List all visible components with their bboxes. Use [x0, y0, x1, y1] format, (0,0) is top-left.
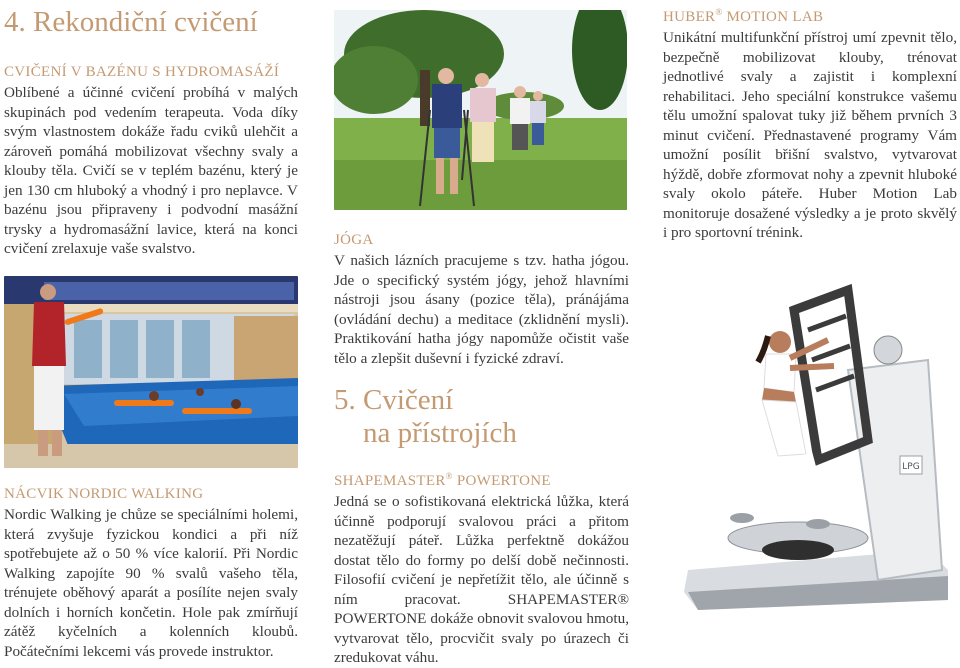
huber-heading: [663, 7, 957, 26]
shapemaster-registered-mark: ®: [445, 471, 453, 481]
nordic-walking-photo: [334, 10, 627, 210]
yoga-text: V našich lázních pracujeme s tzv. hatha jógou. Jde o specifický systém jógy, jehož hlavními nástroji jsou ásany (pozice těla), pránájáma (ovládání dechu) a meditace (zklidnění mysli). Praktikování hatha jógy napomůže očistit vaše tělo a zlepšit duševní i fyzické zdraví.: [334, 252, 629, 367]
section-4-title: 4. Rekondiční cvičení: [4, 6, 258, 38]
huber-article: [663, 7, 957, 243]
huber-heading-name: HUBER: [663, 9, 716, 25]
pool-article: [4, 64, 298, 259]
yoga-article: [334, 232, 629, 368]
machine-logo: LPG: [902, 462, 920, 472]
section-5-title: [334, 384, 629, 451]
nordic-heading: NÁCVIK NORDIC WALKING: [4, 486, 204, 502]
yoga-heading: JÓGA: [334, 232, 374, 248]
shapemaster-article: [334, 471, 629, 668]
pool-photo: [4, 276, 298, 468]
huber-heading-suffix: MOTION LAB: [722, 9, 824, 25]
huber-text: Unikátní multifunkční přístroj umí zpevnit tělo, bezpečně mobilizovat klouby, trénovat jednotlivé svaly a zajistit i komplexní rehabilitaci. Jeho speciální konstrukce vašemu tělu umožní spalovat tuky již během prvních 3 minut cvičení. Přednastavené programy Vám umožní posílit břišní svalstvo, vytvarovat hýždě, dobře zformovat nohy a zpevnit hluboké svaly okolo páteře. Huber Motion Lab monitoruje dosažené výsledky a je proto skvělý i pro sportovní trénink.: [663, 29, 957, 241]
shapemaster-heading: [334, 471, 629, 490]
huber-machine-photo: [678, 270, 958, 660]
shapemaster-heading-suffix: POWERTONE: [452, 473, 551, 489]
pool-text: Oblíbené a účinné cvičení probíhá v malých skupinách pod vedením terapeuta. Voda díky svým vlastnostem dokáže řadu cviků ulehčit a zároveň pomáhá mobilizovat všechny svaly a klouby těla. Cvičí se v teplém bazénu, který je jen 130 cm hluboký a vhodný i pro neplavce. V bazénu jsou připraveny i podvodní masážní trysky a hydromasážní lavice, která na konci cvičení zrelaxuje vaše svalstvo.: [4, 84, 298, 257]
nordic-text: Nordic Walking je chůze se speciálními holemi, která zvyšuje fyzickou kondici a při níž spotřebujete až o 50 % více kalorií. Při Nordic Walking zapojíte 90 % svalů vašeho těla, trénujete oběhový aparát a posílíte nejen svaly dolních i horních končetin. Hole pak zmírňují zátěž kyčelních a kolenních kloubů. Počátečními lekcemi vás provede instruktor.: [4, 506, 298, 660]
huber-registered-mark: ®: [715, 7, 723, 17]
shapemaster-text: Jedná se o sofistikovaná elektrická lůžka, která účinně podporují svalovou práci a přitom nezatěžují páteř. Lůžka perfektně dokážou dostat tělo do formy po delší době nečinnosti. Filosofií cvičení je nepřetížit tělo, ale účinně s ním pracovat. SHAPEMASTER® POWERTONE dokáže obnovit svalovou hmotu, vytvarovat tělo, procvičit svaly po úrazech či zredukovat váhu.: [334, 493, 629, 666]
shapemaster-heading-name: SHAPEMASTER: [334, 473, 446, 489]
section-5-title-line2: na přístrojích: [363, 417, 517, 450]
section-5-title-line1: 5. Cvičení: [334, 384, 454, 416]
nordic-article: [4, 486, 298, 661]
pool-heading: CVIČENÍ V BAZÉNU S HYDROMASÁŽÍ: [4, 64, 280, 80]
